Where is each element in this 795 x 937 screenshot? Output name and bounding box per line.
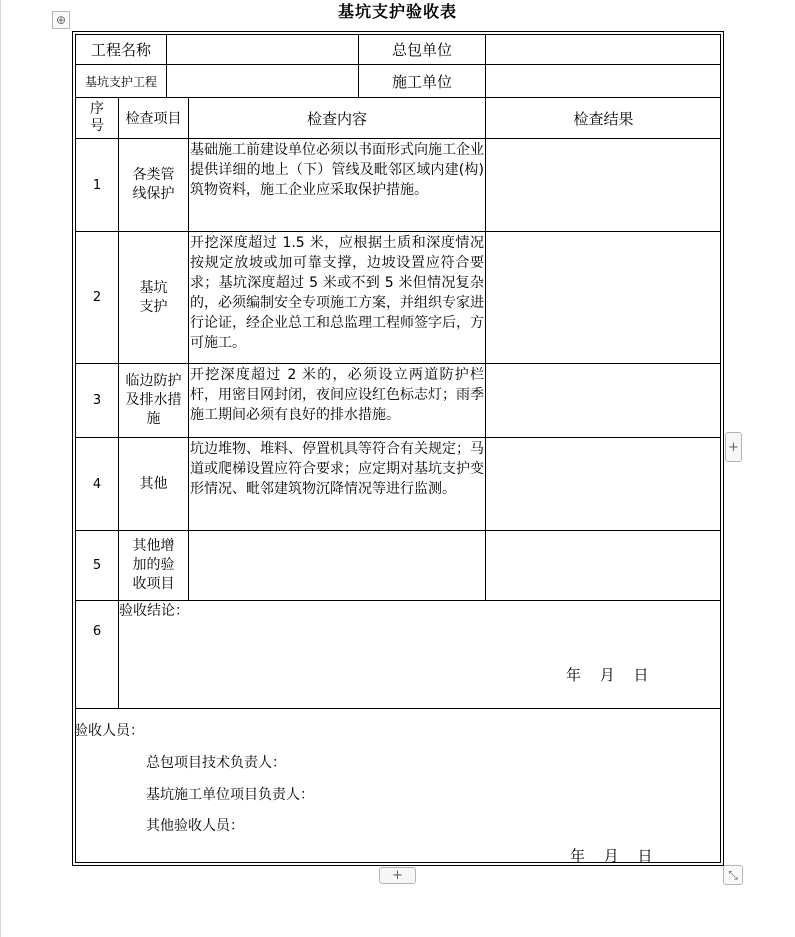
column-header-item: 检查项目 (125, 111, 182, 127)
conclusion-label: 验收结论： (119, 603, 189, 619)
table-move-icon[interactable]: ⊕ (52, 11, 70, 29)
construction-unit-label: 施工单位 (391, 72, 452, 91)
construction-unit-field[interactable] (486, 65, 721, 97)
row-3-content: 开挖深度超过 2 米的，必须设立两道防护栏杆，用密目网封闭，夜间应设红色标志灯；雨季施工期间必须有良好的排水措施。 (190, 367, 484, 423)
personnel-label: 验收人员： (74, 723, 144, 739)
row-4-item: 其他 (139, 475, 168, 492)
add-column-icon[interactable]: + (725, 432, 742, 462)
personnel-date: 年 月 日 (570, 847, 653, 865)
table-resize-icon[interactable]: ⤡ (723, 865, 743, 885)
row-3-number: 3 (92, 393, 102, 408)
row-2-number: 2 (92, 290, 102, 305)
grid-line (75, 600, 721, 601)
row-5-result[interactable] (486, 531, 721, 600)
document-title: 基坑支护验收表 (337, 2, 457, 21)
project-name-label: 工程名称 (90, 41, 151, 59)
add-row-icon[interactable]: + (379, 867, 416, 884)
column-header-result: 检查结果 (573, 109, 634, 128)
row-1-content: 基础施工前建设单位必须以书面形式向施工企业提供详细的地上（下）管线及毗邻区域内建(构)筑物资料，施工企业应采取保护措施。 (190, 142, 484, 198)
row-4-content: 坑边堆物、堆料、停置机具等符合有关规定；马道或爬梯设置应符合要求；应定期对基坑支护变形情况、毗邻建筑物沉降情况等进行监测。 (190, 441, 484, 497)
conclusion-date: 年 月 日 (566, 666, 649, 684)
row-5-number: 5 (92, 558, 102, 573)
row-2-item: 基坑支护 (139, 279, 168, 315)
row-2-result[interactable] (486, 232, 721, 363)
grid-line (75, 708, 721, 709)
other-personnel-label: 其他验收人员： (146, 818, 244, 834)
row-3-result[interactable] (486, 364, 721, 437)
general-contractor-label: 总包单位 (391, 41, 452, 59)
project-name-field[interactable] (167, 35, 358, 64)
row-1-item: 各类管线保护 (132, 167, 175, 202)
row-1-number: 1 (92, 177, 102, 193)
column-header-content: 检查内容 (306, 109, 367, 128)
row-4-number: 4 (92, 476, 102, 492)
pit-support-label: 基坑支护工程 (84, 74, 157, 89)
row-5-item: 其他增加的验收项目 (132, 538, 175, 592)
row-6-number: 6 (92, 624, 102, 639)
row-2-content: 开挖深度超过 1.5 米，应根据土质和深度情况按规定放坡或加可靠支撑，边坡设置应符合要求；基坑深度超过 5 米或不到 5 米但情况复杂的，必须编制安全专项施工方案，并组织专家进行论证，经企业总工和总监理工程师签字后，方可施工。 (190, 235, 484, 351)
row-1-result[interactable] (486, 139, 721, 231)
general-contractor-field[interactable] (486, 35, 721, 64)
row-4-result[interactable] (486, 438, 721, 530)
row-3-item: 临边防护及排水措施 (125, 373, 182, 427)
row-5-content[interactable] (189, 531, 485, 600)
pit-support-field[interactable] (167, 65, 358, 97)
gc-tech-lead-label: 总包项目技术负责人： (146, 755, 286, 771)
column-header-seq: 序号 (90, 101, 104, 134)
pit-unit-lead-label: 基坑施工单位项目负责人： (146, 787, 314, 803)
page-left-edge (0, 0, 1, 937)
